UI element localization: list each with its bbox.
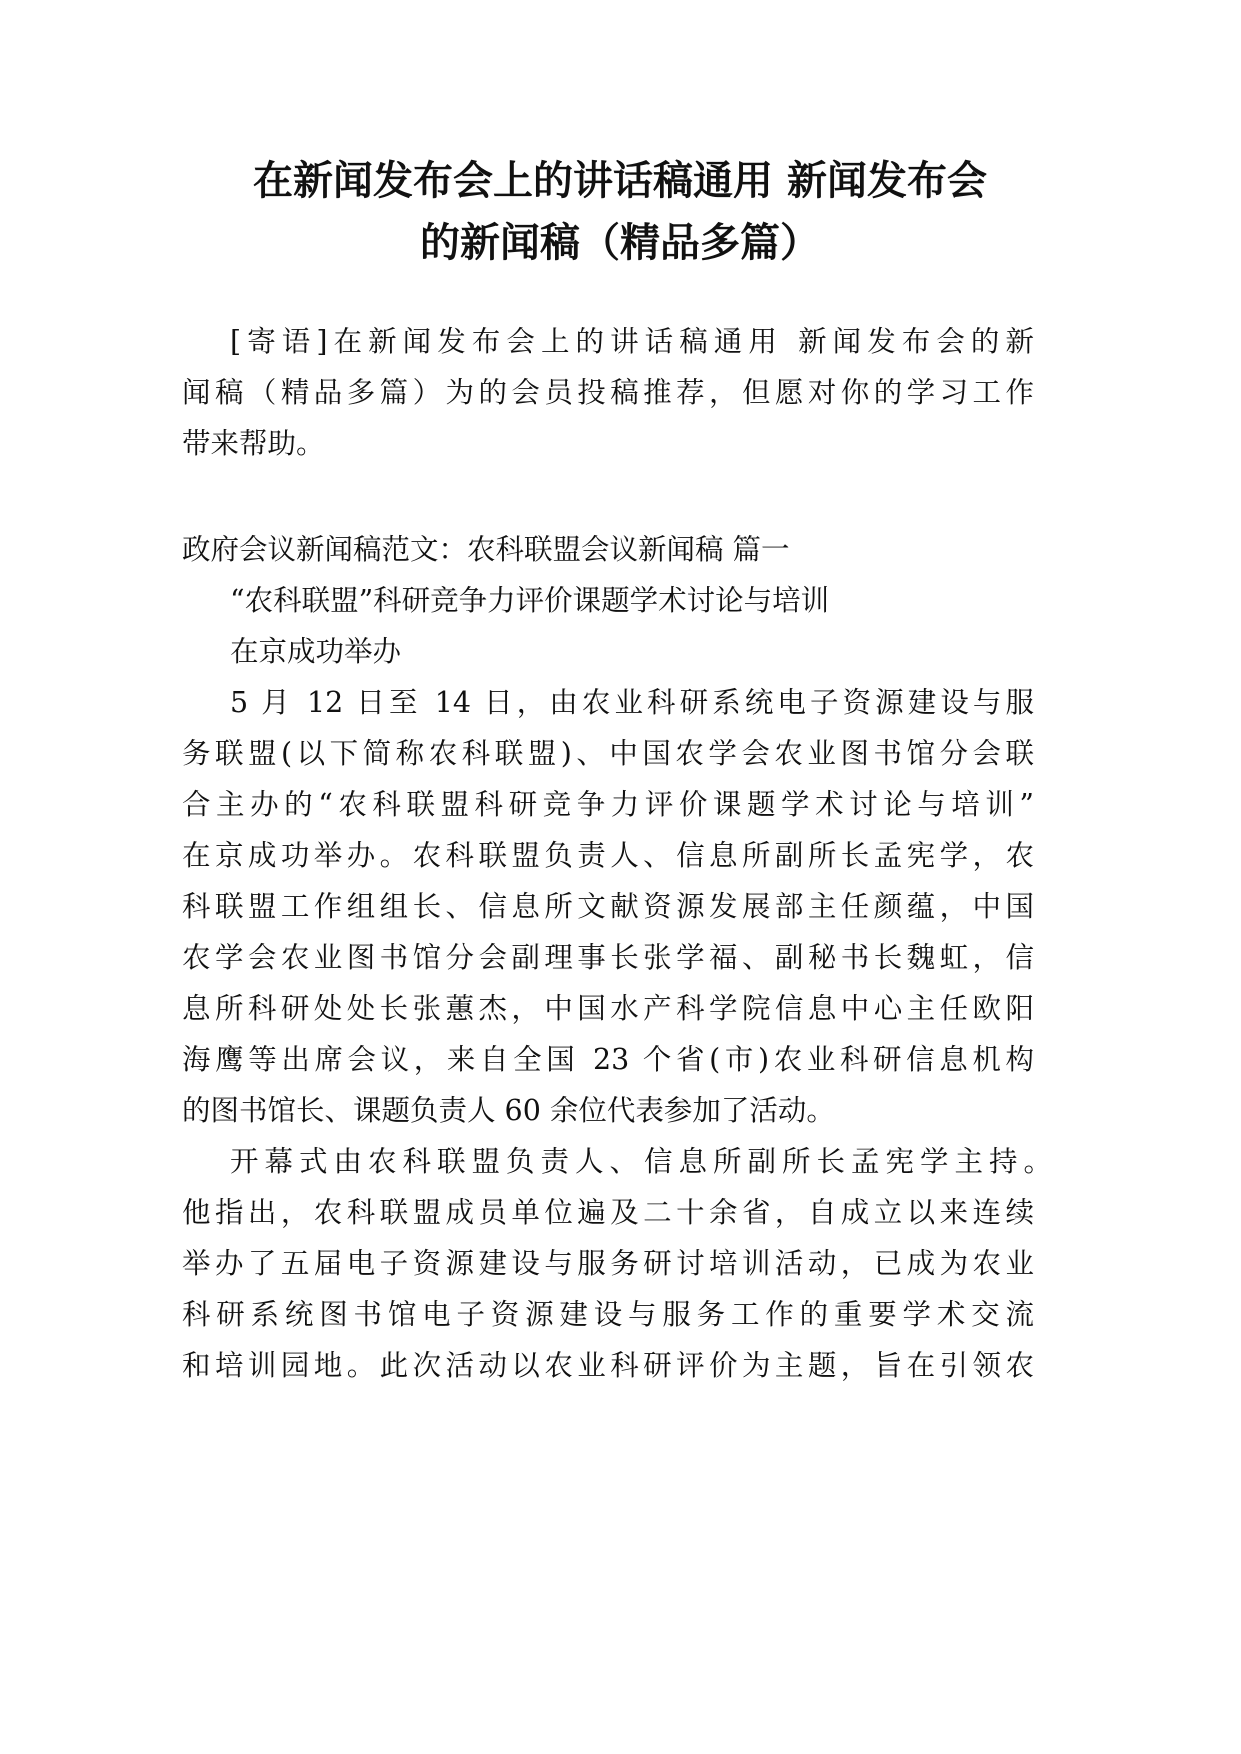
title-line-1: 在新闻发布会上的讲话稿通用 新闻发布会 xyxy=(253,158,987,204)
para2-line-1: 开幕式由农科联盟负责人、信息所副所长孟宪学主持。 xyxy=(230,1145,1052,1178)
para2-line-2: 他指出，农科联盟成员单位遍及二十余省，自成立以来连续 xyxy=(182,1196,1034,1229)
title-line-2: 的新闻稿（精品多篇） xyxy=(420,220,820,266)
intro-line-1: [寄语]在新闻发布会上的讲话稿通用 新闻发布会的新 xyxy=(230,325,1034,358)
para1-line-5: 科联盟工作组组长、信息所文献资源发展部主任颜蕴，中国 xyxy=(182,890,1034,923)
subtitle-line-2: 在京成功举办 xyxy=(230,635,402,668)
para2-line-4: 科研系统图书馆电子资源建设与服务工作的重要学术交流 xyxy=(182,1298,1034,1331)
intro-line-3: 带来帮助。 xyxy=(182,427,325,460)
para1-line-9: 的图书馆长、课题负责人 60 余位代表参加了活动。 xyxy=(182,1094,835,1127)
document-title xyxy=(190,150,1050,274)
para1-line-3: 合主办的“农科联盟科研竞争力评价课题学术讨论与培训” xyxy=(182,788,1034,821)
para1-line-7: 息所科研处处长张蕙杰，中国水产科学院信息中心主任欧阳 xyxy=(182,992,1034,1025)
para1-line-4: 在京成功举办。农科联盟负责人、信息所副所长孟宪学，农 xyxy=(182,839,1034,872)
para2-line-3: 举办了五届电子资源建设与服务研讨培训活动，已成为农业 xyxy=(182,1247,1034,1280)
intro-line-2: 闻稿（精品多篇）为的会员投稿推荐，但愿对你的学习工作 xyxy=(182,376,1034,409)
para2-line-5: 和培训园地。此次活动以农业科研评价为主题，旨在引领农 xyxy=(182,1349,1034,1382)
para1-line-6: 农学会农业图书馆分会副理事长张学福、副秘书长魏虹，信 xyxy=(182,941,1034,974)
section-heading: 政府会议新闻稿范文：农科联盟会议新闻稿 篇一 xyxy=(182,533,790,566)
para1-line-1: 5 月 12 日至 14 日，由农业科研系统电子资源建设与服 xyxy=(230,686,1034,719)
subtitle-line-1: “农科联盟”科研竞争力评价课题学术讨论与培训 xyxy=(230,584,830,617)
para1-line-8: 海鹰等出席会议，来自全国 23 个省(市)农业科研信息机构 xyxy=(182,1043,1034,1076)
para1-line-2: 务联盟(以下简称农科联盟)、中国农学会农业图书馆分会联 xyxy=(182,737,1034,770)
